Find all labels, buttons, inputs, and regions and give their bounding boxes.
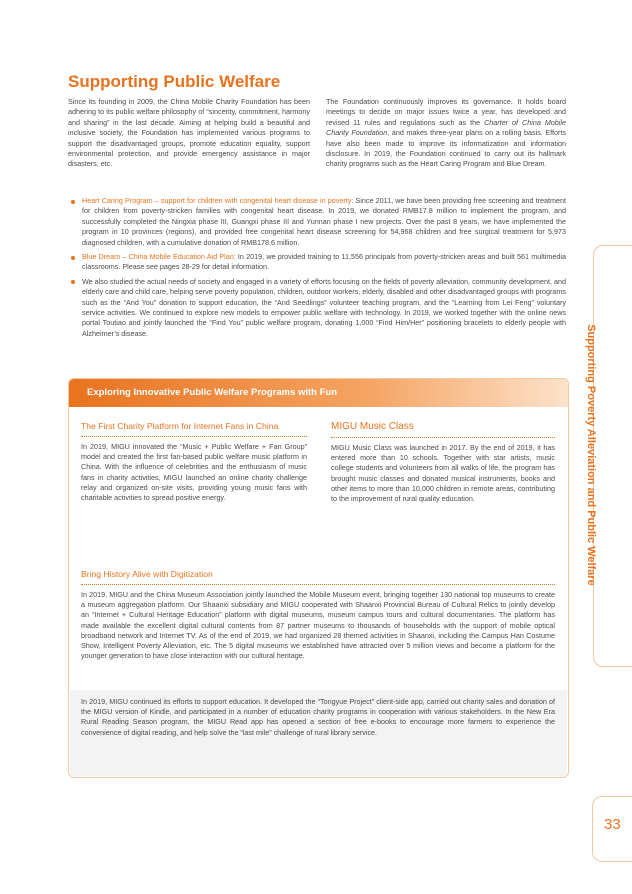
section-text: In 2019, MIGU and the China Museum Association jointly launched the Mobile Museum event, bringing together 130 national top museums to create a museum aggregation platform. Our Shaanxi subsidiary and MIGU cooperated with Shaanxi Provincial Bureau of Cultural Relics to jointly develop an “Internet + Cultural Heritage Education” platform with digital museums, museum campus tours and cultural documentaries. The platform has made available the excellent digital cultural contents from 87 partner museums to thousands of households with the support of mobile optical broadband network and Internet TV. As of the end of 2019, we had organized 28 themed activities in Shaanxi, including the Campus Han Costume Show, Intelligent Poverty Alleviation, etc. The 5 digital museums we established have attracted over 5 million views and become a platform for the younger generation to have close interaction with our cultural heritage. (81, 590, 555, 661)
box-title: Exploring Innovative Public Welfare Programs with Fun (87, 387, 338, 398)
page-number: 33 (604, 816, 621, 833)
program-bullet-list (70, 196, 566, 343)
section-text: In 2019, MIGU innovated the “Music + Public Welfare + Fan Group” model and created the first fan-based public welfare music platform in China. With the influence of celebrities and the enthusiasm of music fans in charity activities, MIGU launched an online charity challenge relay and organized on-site visits, providing young music fans with charitable activities to spread positive energy. (81, 442, 307, 503)
bullet-text: In 2019, we provided training to 11,556 principals from poverty-stricken areas and built 561 multimedia classrooms. Please see pages 28-29 for detail information. (82, 252, 566, 272)
education-note-text: In 2019, MIGU continued its efforts to support education. It developed the “Tongyue Project” client-side app, carried out charity sales and donation of the MIGU version of Kindle, and participated in a number of education charity programs in cooperation with various stakeholders. In the New Era Rural Reading Season program, the MIGU Read app has opened a section of free e-books to encourage more farmers to experience the convenience of digital reading, and help solve the “last mile” challenge of rural library service. (81, 697, 555, 737)
intro-right-text-1: The Foundation continuously improves its governance. It holds board meetings to decide on major issues twice a year, has developed and revised 11 rules and regulations such as the (326, 97, 566, 127)
first-charity-platform-section (81, 421, 307, 503)
page-title: Supporting Public Welfare (68, 72, 281, 91)
bullet-blue-dream (70, 252, 566, 273)
bullet-highlight: Blue Dream – China Mobile Education Aid Plan: (82, 252, 236, 262)
bullet-text: Since 2011, we have been providing free screening and treatment for children from poverty-stricken families with congenital heart disease. In 2019, we donated RMB17.8 million to implement the program, and successfully completed the Ningxia phase III, Guangxi phase III and Yunnan phase I new projects. Over the past 8 years, we have implemented the program in 10 provinces (regions), and provided free congenital heart disease screening for 54,968 children and free surgical treatment for 5,973 diagnosed children, with a cumulative donation of RMB178.6 million. (82, 196, 566, 247)
bullet-text: We also studied the actual needs of society and engaged in a variety of efforts focusing on the fields of poverty alleviation, community development, and elderly care and child care, helping serve poverty population, children, outdoor workers, elderly, disabled and other disadvantaged groups with programs such as the “And You” donation to support education, the “And Seedlings” volunteer teaching program, and the “Learning from Lei Feng” voluntary service activities. We continued to explore new models to empower public welfare with technology. In 2019, we worked together with the online news portal Toutiao and jointly launched the “Find You” public welfare program, donating 1,000 “Find Him/Her” positioning bracelets to elderly people with Alzheimer’s disease. (82, 276, 566, 338)
box-header (69, 379, 568, 407)
bullet-other-efforts (70, 277, 566, 339)
music-class-section (331, 421, 555, 504)
section-text: MIGU Music Class was launched in 2017. By the end of 2019, it has entered more than 10 schools. Together with star artists, music college students and volunteers from all walks of life, the program has brought music classes and donated musical instruments, books and other items to more than 10,000 children in remote areas, contributing to the improvement of rural quality education. (331, 443, 555, 504)
intro-right-text-2: , and makes three-year plans on a rolling basis. Efforts have also been made to improve its informatization and information disclosure. In 2019, the Foundation continued to carry out its hallmark charity programs such as the Heart Caring Program and Blue Dream. (326, 128, 566, 169)
charter-title: Charter of China Mobile Charity Foundation (326, 117, 566, 138)
section-title: MIGU Music Class (331, 421, 555, 438)
innovative-programs-box (68, 378, 569, 778)
education-note-panel (70, 690, 567, 776)
section-title: Bring History Alive with Digitization (81, 569, 555, 585)
section-title: The First Charity Platform for Internet Fans in China (81, 421, 307, 437)
history-digitization-section (81, 569, 555, 661)
bullet-highlight: Heart Caring Program – support for children with congenital heart disease in poverty: (82, 196, 354, 205)
intro-left-paragraph: Since its founding in 2009, the China Mobile Charity Foundation has been adhering to its public welfare philosophy of “sincerity, commitment, harmony and sharing” in the last decade. Aiming at helping build a beautiful and inclusive society, the Foundation has implemented various programs to support the disadvantaged groups, promote education equality, support environmental protection, and provide emergency assistance in major disasters, etc. (68, 97, 310, 169)
section-side-title: Supporting Poverty Alleviation and Public Welfare (585, 324, 597, 586)
intro-right-paragraph (326, 97, 566, 170)
bullet-heart-caring (70, 196, 566, 248)
